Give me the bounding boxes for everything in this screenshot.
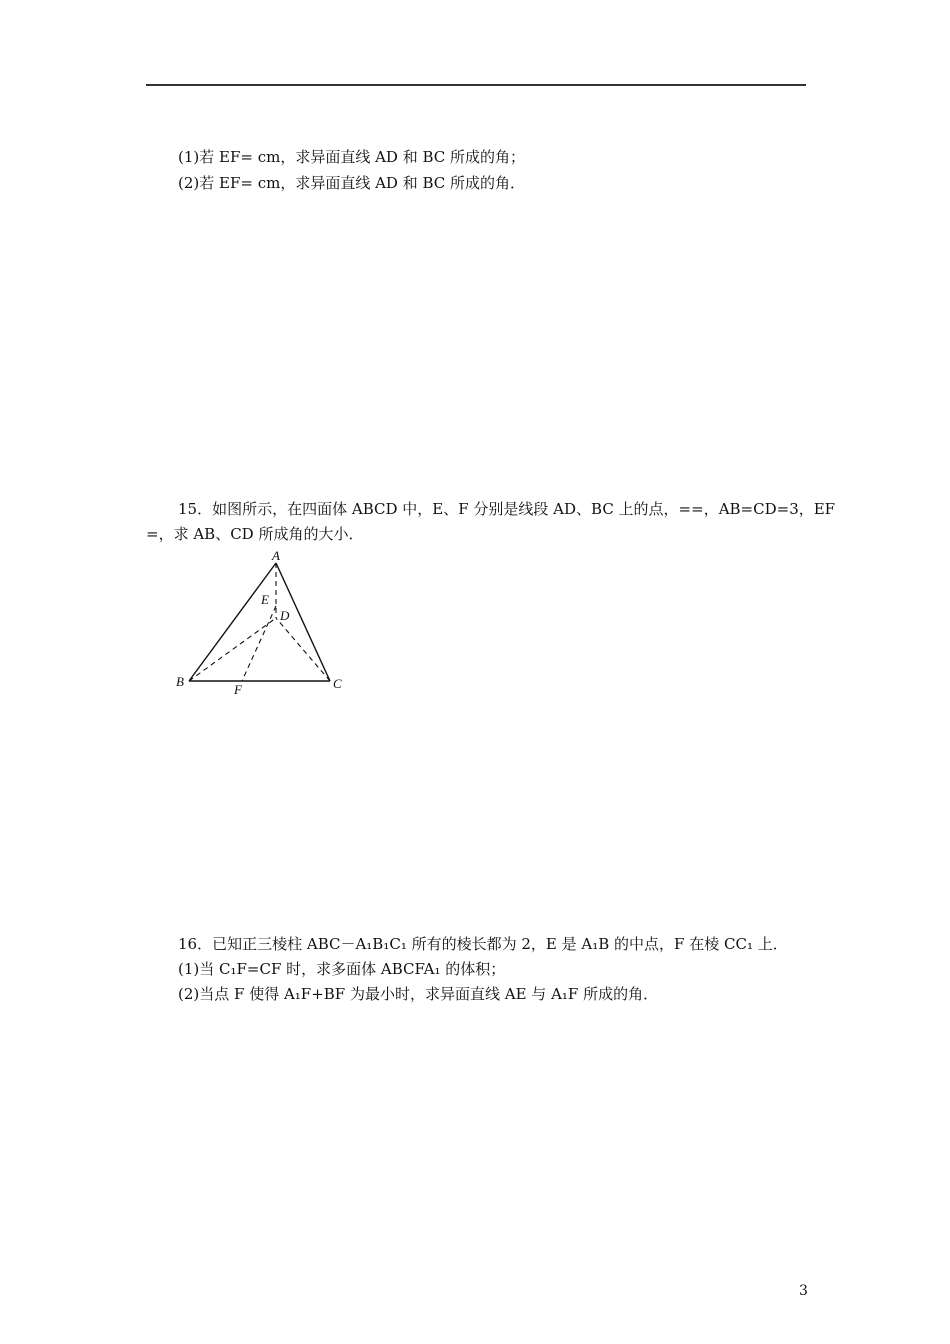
- header-rule: [146, 84, 806, 86]
- segment-ef: [242, 606, 276, 681]
- label-e: E: [261, 592, 269, 607]
- tetrahedron-figure: [170, 548, 370, 698]
- q14-part2: (2)若 EF= cm，求异面直线 AD 和 BC 所成的角．: [178, 174, 526, 192]
- edge-bd: [189, 618, 276, 681]
- edge-cd: [276, 618, 330, 681]
- q16-line2: (1)当 C₁F=CF 时，求多面体 ABCFA₁ 的体积；: [178, 960, 506, 978]
- label-b: B: [176, 674, 184, 689]
- edge-ab: [189, 563, 276, 681]
- label-a: A: [272, 548, 280, 563]
- label-f: F: [234, 682, 242, 697]
- page-number: 3: [799, 1283, 808, 1299]
- label-d: D: [280, 608, 290, 623]
- q14-part1: (1)若 EF= cm，求异面直线 AD 和 BC 所成的角；: [178, 148, 526, 166]
- q15-line1: 15．如图所示，在四面体 ABCD 中，E、F 分别是线段 AD、BC 上的点，==，AB=CD=3，EF: [178, 500, 836, 518]
- q15-line2: =，求 AB、CD 所成角的大小．: [146, 525, 364, 543]
- q16-line3: (2)当点 F 使得 A₁F+BF 为最小时，求异面直线 AE 与 A₁F 所成的角．: [178, 985, 659, 1003]
- label-c: C: [333, 676, 342, 691]
- q16-line1: 16．已知正三棱柱 ABC－A₁B₁C₁ 所有的棱长都为 2，E 是 A₁B 的中点，F 在棱 CC₁ 上．: [178, 935, 788, 953]
